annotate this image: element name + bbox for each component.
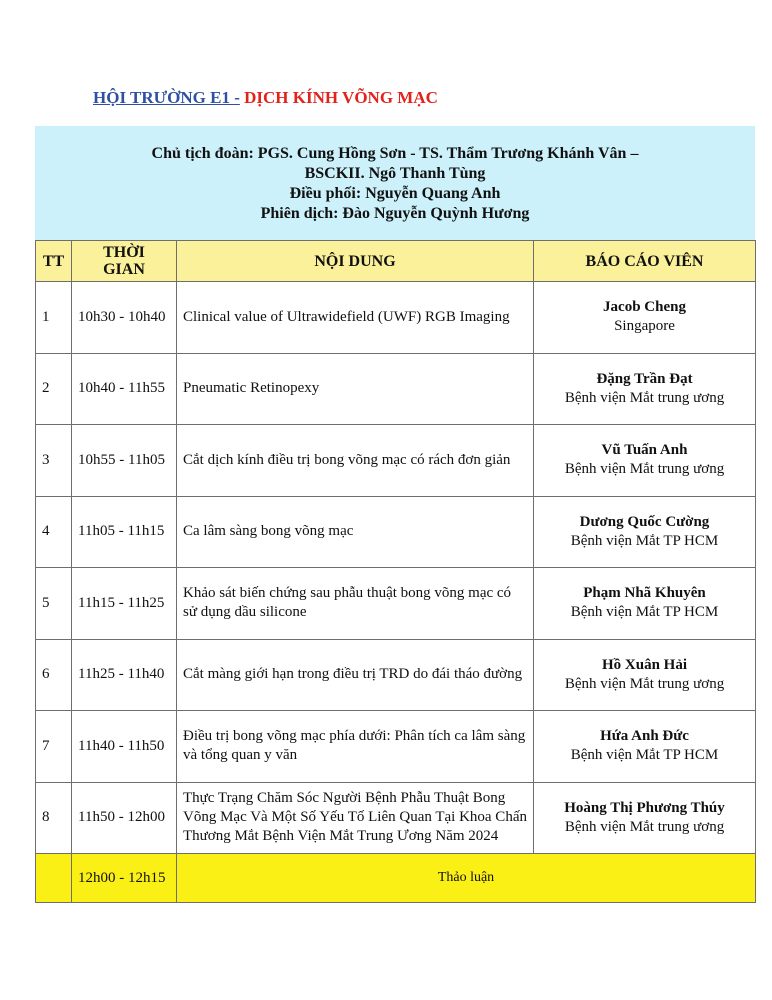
table-header-row [36, 241, 756, 282]
speaker-org: Bệnh viện Mắt TP HCM [570, 604, 719, 621]
speaker-org: Bệnh viện Mắt trung ương [564, 461, 725, 478]
table-row [36, 782, 756, 854]
row-number: 1 [36, 282, 72, 354]
header-time-line-1: THỜI [103, 244, 145, 261]
row-content: Ca lâm sàng bong võng mạc [177, 496, 534, 568]
row-time: 10h55 - 11h05 [72, 425, 177, 497]
speaker-org: Bệnh viện Mắt TP HCM [570, 532, 719, 549]
row-number: 7 [36, 711, 72, 783]
row-content: Clinical value of Ultrawidefield (UWF) RGB Imaging [177, 282, 534, 354]
row-content: Cắt dịch kính điều trị bong võng mạc có rách đơn giản [177, 425, 534, 497]
row-number: 2 [36, 353, 72, 425]
row-content: Cắt màng giới hạn trong điều trị TRD do đái tháo đường [177, 639, 534, 711]
discussion-time: 12h00 - 12h15 [72, 854, 177, 903]
speaker-name: Jacob Cheng [603, 299, 686, 316]
row-content: Điều trị bong võng mạc phía dưới: Phân tích ca lâm sàng và tổng quan y văn [177, 711, 534, 783]
header-time [72, 241, 177, 282]
table-row [36, 496, 756, 568]
speaker-name: Phạm Nhã Khuyên [583, 585, 706, 602]
table-row [36, 425, 756, 497]
row-time: 11h25 - 11h40 [72, 639, 177, 711]
chair-panel [35, 126, 755, 240]
row-time: 11h05 - 11h15 [72, 496, 177, 568]
table-row [36, 711, 756, 783]
speaker-name: Vũ Tuấn Anh [601, 442, 688, 459]
header-content: NỘI DUNG [177, 241, 534, 282]
row-content: Pneumatic Retinopexy [177, 353, 534, 425]
row-speaker [534, 639, 756, 711]
speaker-name: Đặng Trần Đạt [596, 370, 693, 387]
row-number: 6 [36, 639, 72, 711]
speaker-org: Bệnh viện Mắt trung ương [564, 818, 725, 835]
row-number: 3 [36, 425, 72, 497]
row-time: 10h30 - 10h40 [72, 282, 177, 354]
schedule-table [35, 240, 756, 903]
hall-label: HỘI TRƯỜNG E1 - [93, 88, 240, 107]
table-row [36, 568, 756, 640]
header-time-line-2: GIAN [103, 261, 145, 278]
speaker-org: Singapore [614, 318, 675, 335]
speaker-org: Bệnh viện Mắt TP HCM [570, 747, 719, 764]
row-number: 5 [36, 568, 72, 640]
discussion-number-cell [36, 854, 72, 903]
row-number: 8 [36, 782, 72, 854]
coordinator-line: Điều phối: Nguyễn Quang Anh [289, 185, 501, 202]
row-speaker [534, 711, 756, 783]
speaker-name: Hồ Xuân Hải [601, 656, 688, 673]
session-topic: DỊCH KÍNH VÕNG MẠC [244, 88, 438, 107]
speaker-name: Dương Quốc Cường [579, 513, 710, 530]
row-speaker [534, 425, 756, 497]
row-speaker [534, 353, 756, 425]
table-row [36, 353, 756, 425]
table-row [36, 282, 756, 354]
speaker-name: Hứa Anh Đức [600, 728, 689, 745]
chair-line-2: BSCKII. Ngô Thanh Tùng [304, 165, 486, 182]
header-speaker: BÁO CÁO VIÊN [534, 241, 756, 282]
row-speaker [534, 282, 756, 354]
row-speaker [534, 568, 756, 640]
discussion-row [36, 854, 756, 903]
page-title [93, 88, 438, 108]
row-content: Thực Trạng Chăm Sóc Người Bệnh Phẫu Thuật Bong Võng Mạc Và Một Số Yếu Tố Liên Quan Tại Khoa Chấn Thương Mắt Bệnh Viện Mắt Trung Ương Năm 2024 [177, 782, 534, 854]
discussion-label: Thảo luận [177, 854, 756, 903]
row-time: 10h40 - 11h55 [72, 353, 177, 425]
row-speaker [534, 496, 756, 568]
row-time: 11h50 - 12h00 [72, 782, 177, 854]
row-content: Khảo sát biến chứng sau phẫu thuật bong võng mạc có sử dụng dầu silicone [177, 568, 534, 640]
header-tt: TT [36, 241, 72, 282]
table-row [36, 639, 756, 711]
row-time: 11h40 - 11h50 [72, 711, 177, 783]
row-speaker [534, 782, 756, 854]
speaker-org: Bệnh viện Mắt trung ương [564, 675, 725, 692]
speaker-org: Bệnh viện Mắt trung ương [564, 389, 725, 406]
speaker-name: Hoàng Thị Phương Thúy [564, 799, 725, 816]
row-time: 11h15 - 11h25 [72, 568, 177, 640]
chair-line-1: Chủ tịch đoàn: PGS. Cung Hồng Sơn - TS. Thẩm Trương Khánh Vân – [151, 145, 639, 162]
interpreter-line: Phiên dịch: Đào Nguyễn Quỳnh Hương [260, 205, 530, 222]
row-number: 4 [36, 496, 72, 568]
